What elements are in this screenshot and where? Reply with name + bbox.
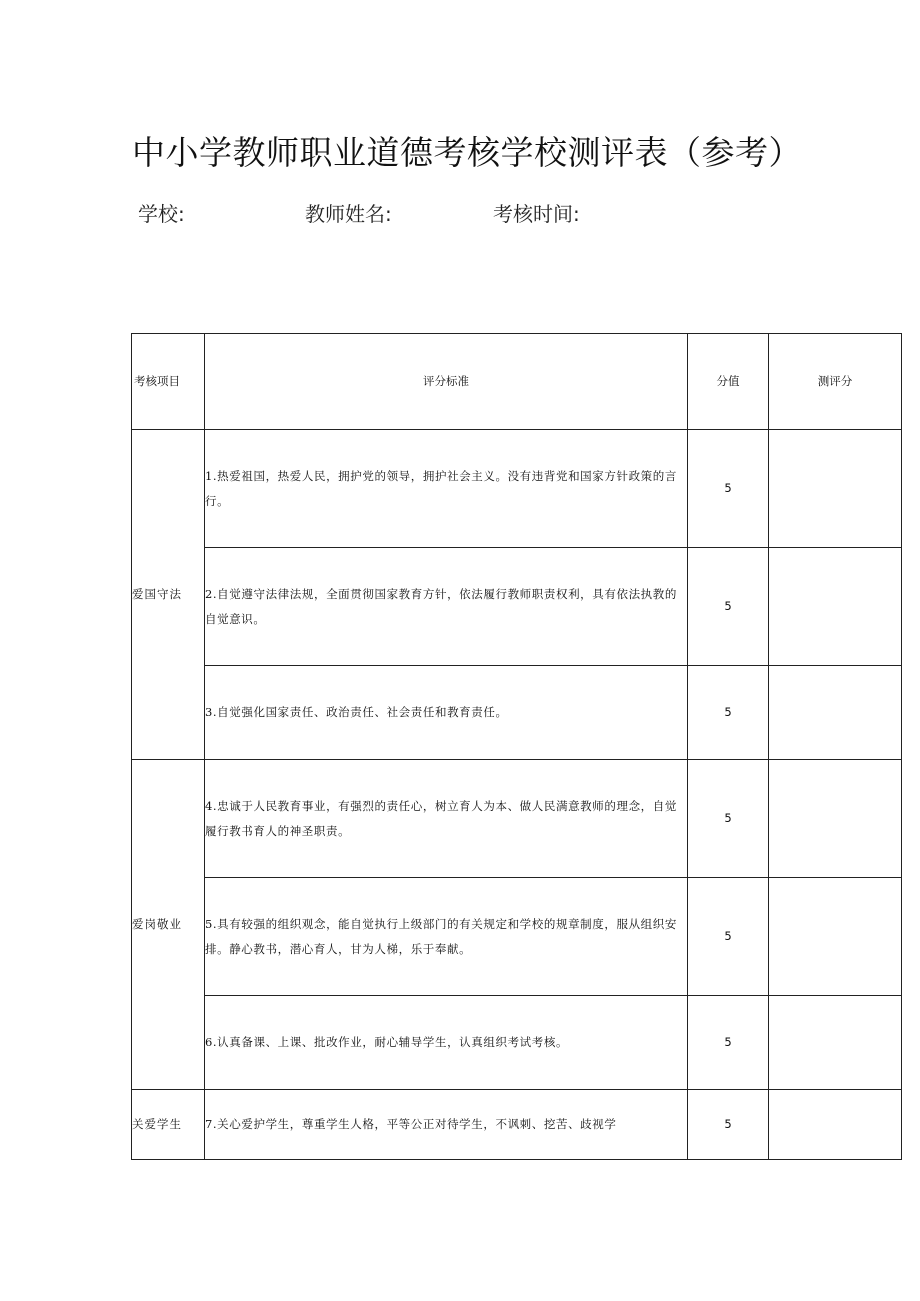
criterion-2: 2.自觉遵守法律法规，全面贯彻国家教育方针，依法履行教师职责权利，具有依法执教的自觉意识。 xyxy=(205,548,688,666)
page-title: 中小学教师职业道德考核学校测评表（参考） xyxy=(132,133,802,172)
teacher-name-label: 教师姓名: xyxy=(305,202,392,226)
table-header-row xyxy=(132,334,902,430)
value-3: 5 xyxy=(688,666,769,760)
table-row xyxy=(132,1090,902,1160)
table-row xyxy=(132,666,902,760)
score-cell-6[interactable] xyxy=(769,996,902,1090)
criterion-5: 5.具有较强的组织观念，能自觉执行上级部门的有关规定和学校的规章制度，服从组织安排。静心教书，潜心育人，甘为人梯，乐于奉献。 xyxy=(205,878,688,996)
criterion-3: 3.自觉强化国家责任、政治责任、社会责任和教育责任。 xyxy=(205,666,688,760)
score-cell-5[interactable] xyxy=(769,878,902,996)
header-score: 测评分 xyxy=(769,334,902,430)
school-label: 学校: xyxy=(138,202,185,226)
value-7: 5 xyxy=(688,1090,769,1160)
value-1: 5 xyxy=(688,430,769,548)
score-cell-3[interactable] xyxy=(769,666,902,760)
criterion-1: 1.热爱祖国，热爱人民，拥护党的领导，拥护社会主义。没有违背党和国家方针政策的言行。 xyxy=(205,430,688,548)
evaluation-table xyxy=(131,333,902,1160)
criterion-6: 6.认真备课、上课、批改作业，耐心辅导学生，认真组织考试考核。 xyxy=(205,996,688,1090)
category-care-for-students: 关爱学生 xyxy=(132,1090,205,1160)
value-4: 5 xyxy=(688,760,769,878)
table-row xyxy=(132,760,902,878)
value-5: 5 xyxy=(688,878,769,996)
category-patriotism: 爱国守法 xyxy=(132,430,205,760)
value-6: 5 xyxy=(688,996,769,1090)
table-row xyxy=(132,430,902,548)
header-value: 分值 xyxy=(688,334,769,430)
header-item: 考核项目 xyxy=(132,334,205,430)
score-cell-2[interactable] xyxy=(769,548,902,666)
score-cell-4[interactable] xyxy=(769,760,902,878)
criterion-4: 4.忠诚于人民教育事业，有强烈的责任心，树立育人为本、做人民满意教师的理念，自觉履行教书育人的神圣职责。 xyxy=(205,760,688,878)
table-row xyxy=(132,996,902,1090)
table-row xyxy=(132,548,902,666)
category-dedication: 爱岗敬业 xyxy=(132,760,205,1090)
criterion-7: 7.关心爱护学生，尊重学生人格，平等公正对待学生，不讽刺、挖苦、歧视学 xyxy=(205,1090,688,1160)
score-cell-7[interactable] xyxy=(769,1090,902,1160)
table-row xyxy=(132,878,902,996)
score-cell-1[interactable] xyxy=(769,430,902,548)
assessment-time-label: 考核时间: xyxy=(493,202,580,226)
header-standard: 评分标准 xyxy=(205,334,688,430)
value-2: 5 xyxy=(688,548,769,666)
